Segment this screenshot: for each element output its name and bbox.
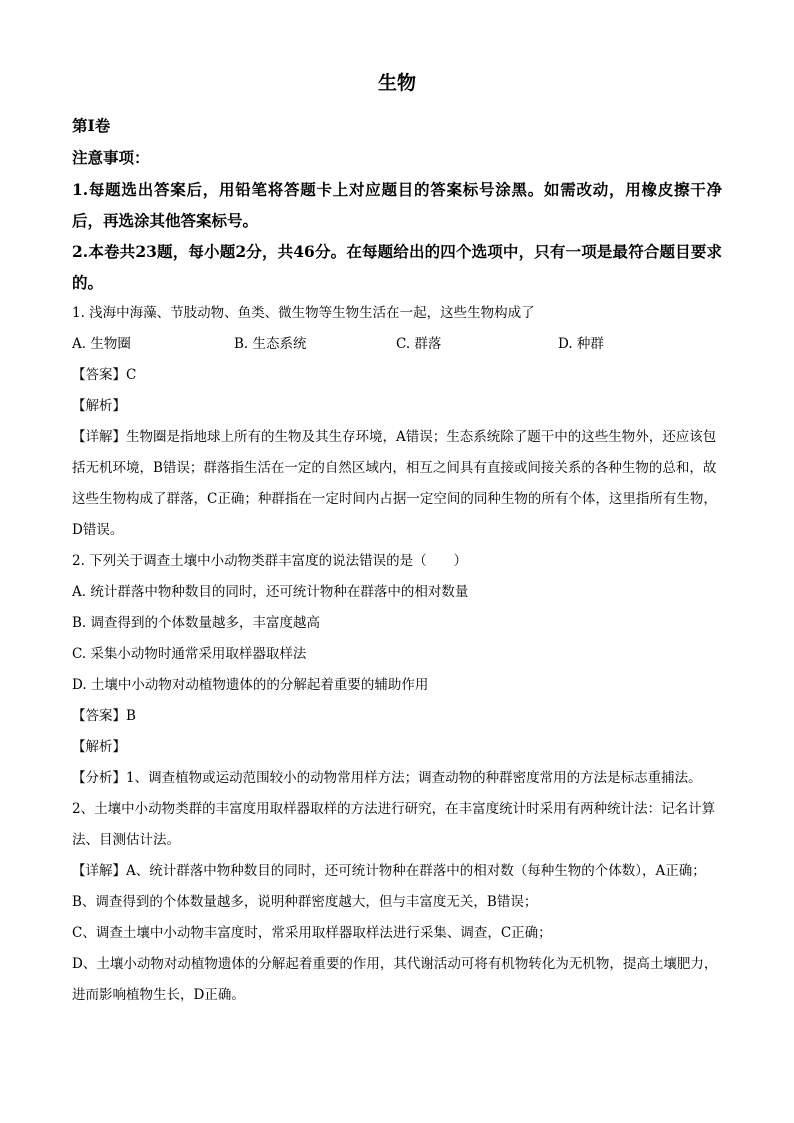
question-2-detail-line-3: C、调查土壤中小动物丰富度时，常采用取样器取样法进行采集、调查，C正确； xyxy=(72,925,552,941)
question-2-answer: 【答案】B xyxy=(72,708,136,724)
question-2-detail-line-2: B、调查得到的个体数量越多，说明种群密度越大，但与丰富度无关，B错误； xyxy=(72,894,538,910)
question-2-analysis-line-1: 【分析】1、调查植物或运动范围较小的动物常用样方法；调查动物的种群密度常用的方法是标志重捕法。 xyxy=(72,770,702,786)
q1-option-d: D. 种群 xyxy=(558,336,604,352)
volume-heading: 第I卷 xyxy=(72,116,111,135)
question-2-stem: 2. 下列关于调查土壤中小动物类群丰富度的说法错误的是（ ） xyxy=(72,553,468,569)
question-1-stem: 1. 浅海中海藻、节肢动物、鱼类、微生物等生物生活在一起，这些生物构成了 xyxy=(72,305,535,321)
question-1-answer: 【答案】C xyxy=(72,367,137,383)
q2-option-b: B. 调查得到的个体数量越多，丰富度越高 xyxy=(72,615,321,631)
question-2-detail-line-1: 【详解】A、统计群落中物种数目的同时，还可统计物种在群落中的相对数（每种生物的个体数），A正确； xyxy=(72,863,706,879)
notice-item-1: 1.每题选出答案后，用铅笔将答题卡上对应题目的答案标号涂黑。如需改动，用橡皮擦干净后，再选涂其他答案标号。 xyxy=(72,180,722,230)
question-2-detail-line-4: D、土壤小动物对动植物遗体的分解起着重要的作用，其代谢活动可将有机物转化为无机物，提高土壤肥力，进而影响植物生长，D正确。 xyxy=(72,956,718,1003)
notice-heading: 注意事项： xyxy=(72,148,150,167)
question-2-analysis-line-2: 2、土壤中小动物类群的丰富度用取样器取样的方法进行研究，在丰富度统计时采用有两种统计法：记名计算法、目测估计法。 xyxy=(72,801,716,848)
question-1-options xyxy=(72,329,722,360)
question-1-analysis-label: 【解析】 xyxy=(72,398,126,414)
q1-option-c: C. 群落 xyxy=(396,336,442,352)
page-title: 生物 xyxy=(377,72,416,94)
question-2-analysis-label: 【解析】 xyxy=(72,739,126,755)
q2-option-a: A. 统计群落中物种数目的同时，还可统计物种在群落中的相对数量 xyxy=(72,584,469,600)
notice-item-2: 2.本卷共23题，每小题2分，共46分。在每题给出的四个选项中，只有一项是最符合题目要求的。 xyxy=(72,242,722,292)
q1-option-b: B. 生态系统 xyxy=(234,336,307,352)
q1-option-a: A. 生物圈 xyxy=(72,336,131,352)
q2-option-c: C. 采集小动物时通常采用取样器取样法 xyxy=(72,646,307,662)
question-1-detail: 【详解】生物圈是指地球上所有的生物及其生存环境，A错误；生态系统除了题干中的这些生物外，还应该包括无机环境，B错误；群落指生活在一定的自然区域内，相互之间具有直接或间接关系的各种生物的总和，故这些生物构成了群落，C正确；种群指在一定时间内占据一定空间的同种生物的所有个体，这里指所有生物，D错误。 xyxy=(72,429,717,538)
q2-option-d: D. 土壤中小动物对动植物遗体的的分解起着重要的辅助作用 xyxy=(72,677,429,693)
